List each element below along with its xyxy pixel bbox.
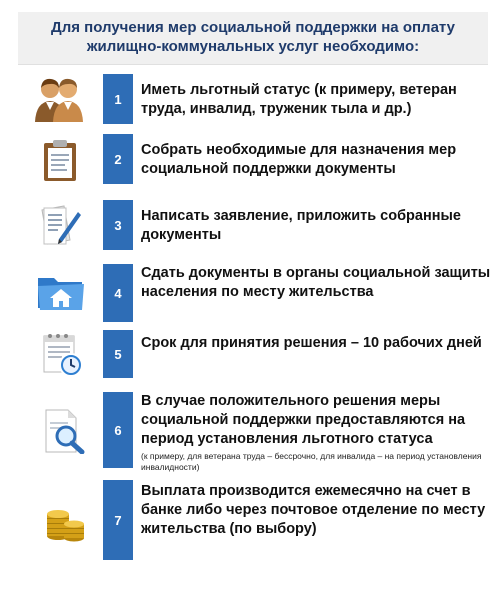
- step-number-5: 5: [103, 330, 133, 378]
- step-text-1: Иметь льготный статус (к примеру, ветеран труда, инвалид, труженик тыла и др.): [141, 82, 457, 117]
- document-magnifier-icon: [44, 408, 88, 459]
- coins-icon: [44, 500, 86, 547]
- step-number-3: 3: [103, 200, 133, 250]
- step-row-7: [0, 480, 504, 562]
- step-row-2: [0, 134, 504, 186]
- step-number-4: 4: [103, 264, 133, 322]
- step-number-2: 2: [103, 134, 133, 184]
- page-title: Для получения мер социальной поддержки на оплату жилищно-коммунальных услуг необходимо:: [18, 12, 488, 65]
- step-number-7: 7: [103, 480, 133, 560]
- step-text-3: Написать заявление, приложить собранные документы: [141, 208, 461, 243]
- document-pen-icon: [38, 204, 82, 253]
- step-row-5: [0, 330, 504, 380]
- step-text-7: Выплата производится ежемесячно на счет в банке либо через почтовое отделение по месту жительства (по выбору): [141, 483, 486, 537]
- step-row-3: [0, 200, 504, 252]
- step-note-6: (к примеру, для ветерана труда – бессрочно, для инвалида – на период установления инвалидности): [141, 451, 482, 472]
- step-number-6: 6: [103, 392, 133, 468]
- step-text-6: [141, 392, 491, 473]
- home-folder-icon: [36, 270, 86, 317]
- step-row-1: [0, 74, 504, 126]
- step-text-2: Собрать необходимые для назначения мер социальной поддержки документы: [141, 142, 457, 177]
- people-icon: [34, 76, 84, 127]
- step-text-6-main: В случае положительного решения меры социальной поддержки предоставляются на период установления льготного статуса: [141, 393, 466, 447]
- step-number-1: 1: [103, 74, 133, 124]
- step-row-6: [0, 392, 504, 470]
- step-text-4: Сдать документы в органы социальной защиты населения по месту жительства: [141, 265, 491, 300]
- clipboard-icon: [42, 140, 78, 187]
- step-text-5: Срок для принятия решения – 10 рабочих дней: [141, 335, 482, 351]
- step-row-4: [0, 264, 504, 324]
- calendar-clock-icon: [42, 332, 84, 383]
